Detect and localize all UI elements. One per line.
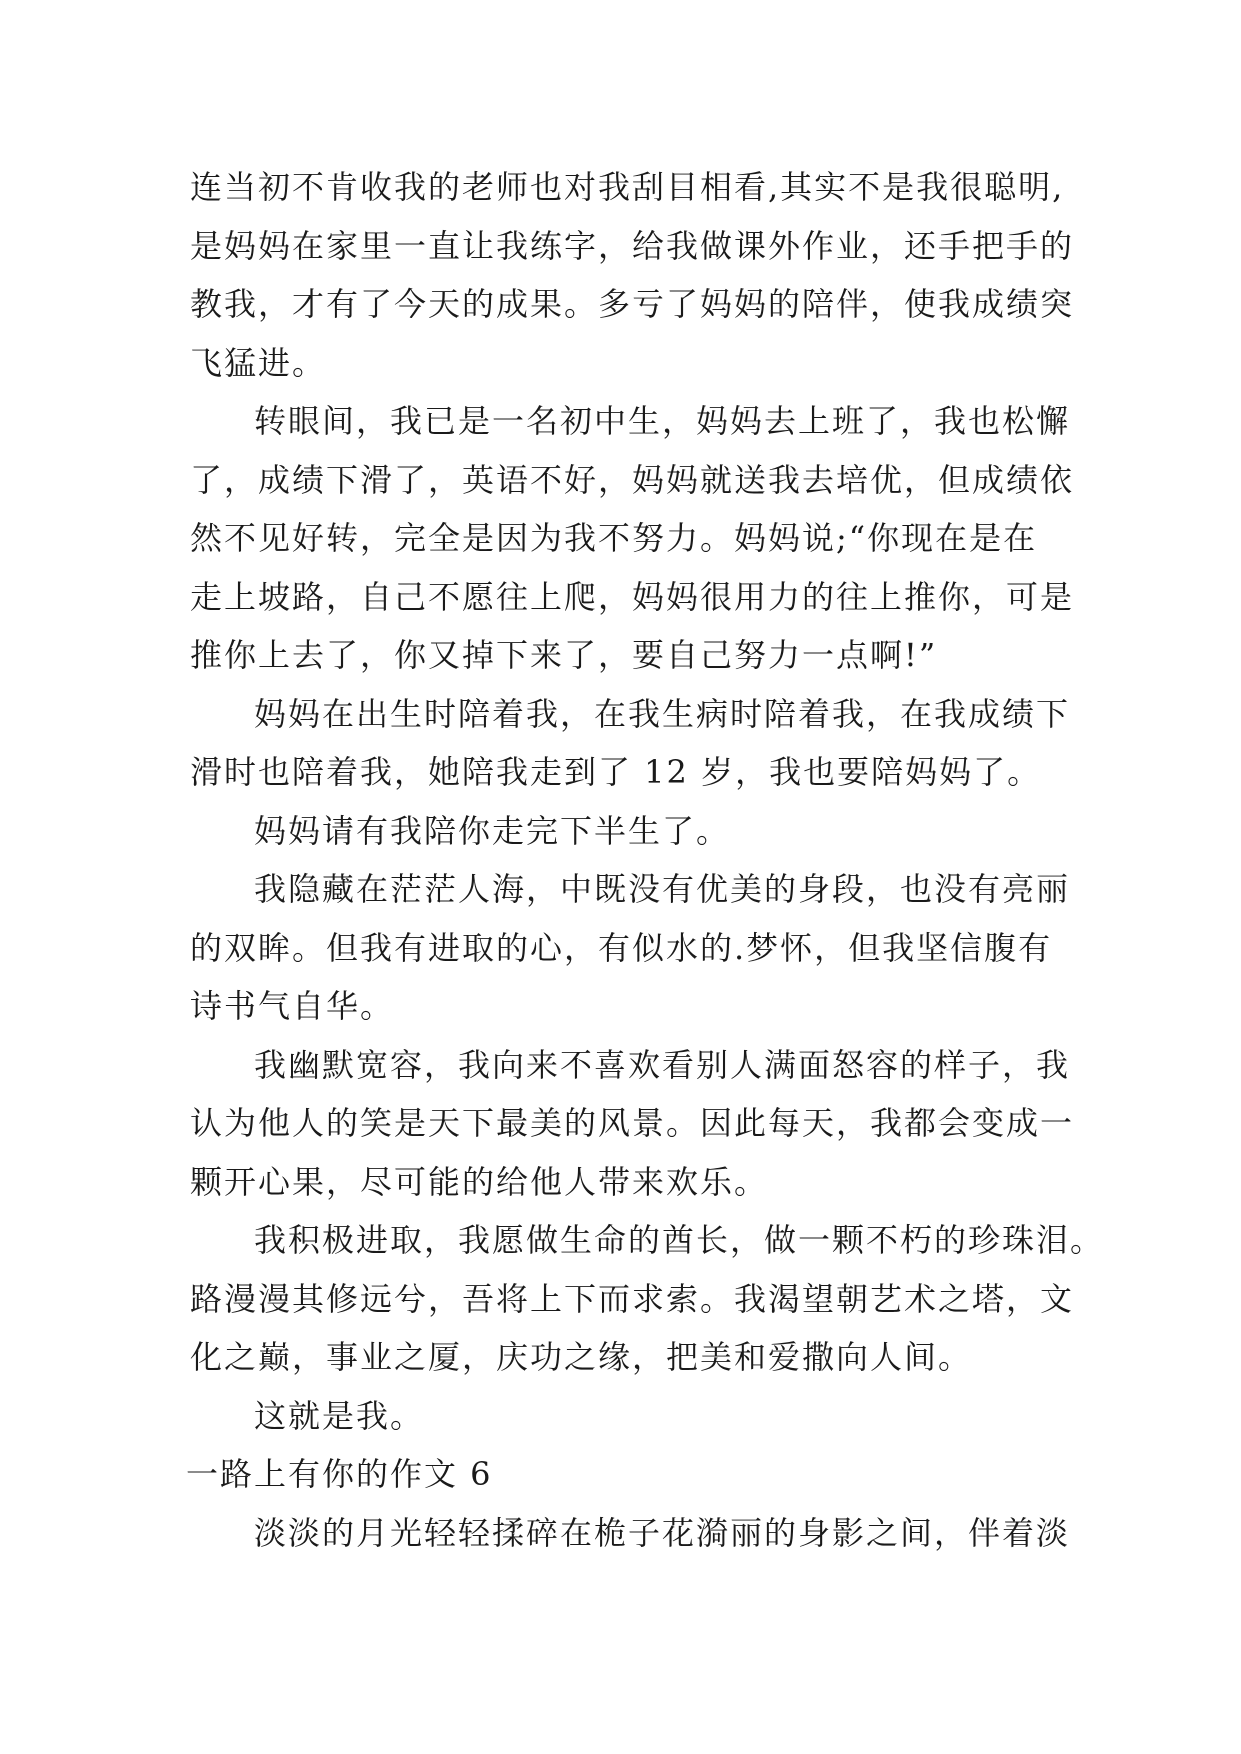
- paragraph-start-line: 我积极进取，我愿做生命的酋长，做一颗不朽的珍珠泪。: [254, 1221, 1105, 1259]
- paragraph-start-line: 妈妈请有我陪你走完下半生了。: [254, 811, 731, 850]
- text-line: 认为他人的笑是天下最美的风景。因此每天，我都会变成一: [190, 1104, 1075, 1142]
- text-line: 了，成绩下滑了，英语不好，妈妈就送我去培优，但成绩依: [190, 460, 1075, 499]
- text-line: 的双眸。但我有进取的心，有似水的.梦怀，但我坚信腹有: [190, 928, 1053, 967]
- text-line: 走上坡路，自己不愿往上爬，妈妈很用力的往上推你，可是: [190, 577, 1075, 616]
- paragraph-start-line: 这就是我。: [254, 1396, 425, 1435]
- paragraph-start-line: 淡淡的月光轻轻揉碎在桅子花漪丽的身影之间，伴着淡: [254, 1513, 1071, 1552]
- paragraph-start-line: 妈妈在出生时陪着我，在我生病时陪着我，在我成绩下: [254, 694, 1071, 733]
- text-line: 颗开心果，尽可能的给他人带来欢乐。: [190, 1162, 769, 1201]
- text-line: 飞猛进。: [190, 343, 327, 382]
- text-line: 路漫漫其修远兮，吾将上下而求索。我渴望朝艺术之塔，文: [190, 1279, 1075, 1318]
- text-line: 然不见好转，完全是因为我不努力。妈妈说;“你现在是在: [190, 519, 1038, 557]
- text-line: 连当初不肯收我的老师也对我刮目相看,其实不是我很聪明,: [190, 168, 1065, 206]
- text-line: 化之巅，事业之厦，庆功之缘，把美和爱撒向人间。: [190, 1338, 973, 1376]
- text-line: 教我，才有了今天的成果。多亏了妈妈的陪伴，使我成绩突: [190, 285, 1075, 323]
- paragraph-start-line: 转眼间，我已是一名初中生，妈妈去上班了，我也松懈: [254, 402, 1071, 440]
- text-line: 诗书气自华。: [190, 987, 395, 1025]
- paragraph-start-line: 我隐藏在茫茫人海，中既没有优美的身段，也没有亮丽: [254, 870, 1071, 908]
- text-line: 推你上去了，你又掉下来了，要自己努力一点啊!”: [190, 636, 938, 674]
- text-line: 滑时也陪着我，她陪我走到了 12 岁，我也要陪妈妈了。: [190, 753, 1042, 791]
- paragraph-start-line: 我幽默宽容，我向来不喜欢看别人满面怒容的样子，我: [254, 1045, 1071, 1084]
- section-heading: 一路上有你的作文 6: [186, 1455, 493, 1493]
- document-body: [186, 158, 1105, 1562]
- text-line: 是妈妈在家里一直让我练字，给我做课外作业，还手把手的: [190, 226, 1075, 265]
